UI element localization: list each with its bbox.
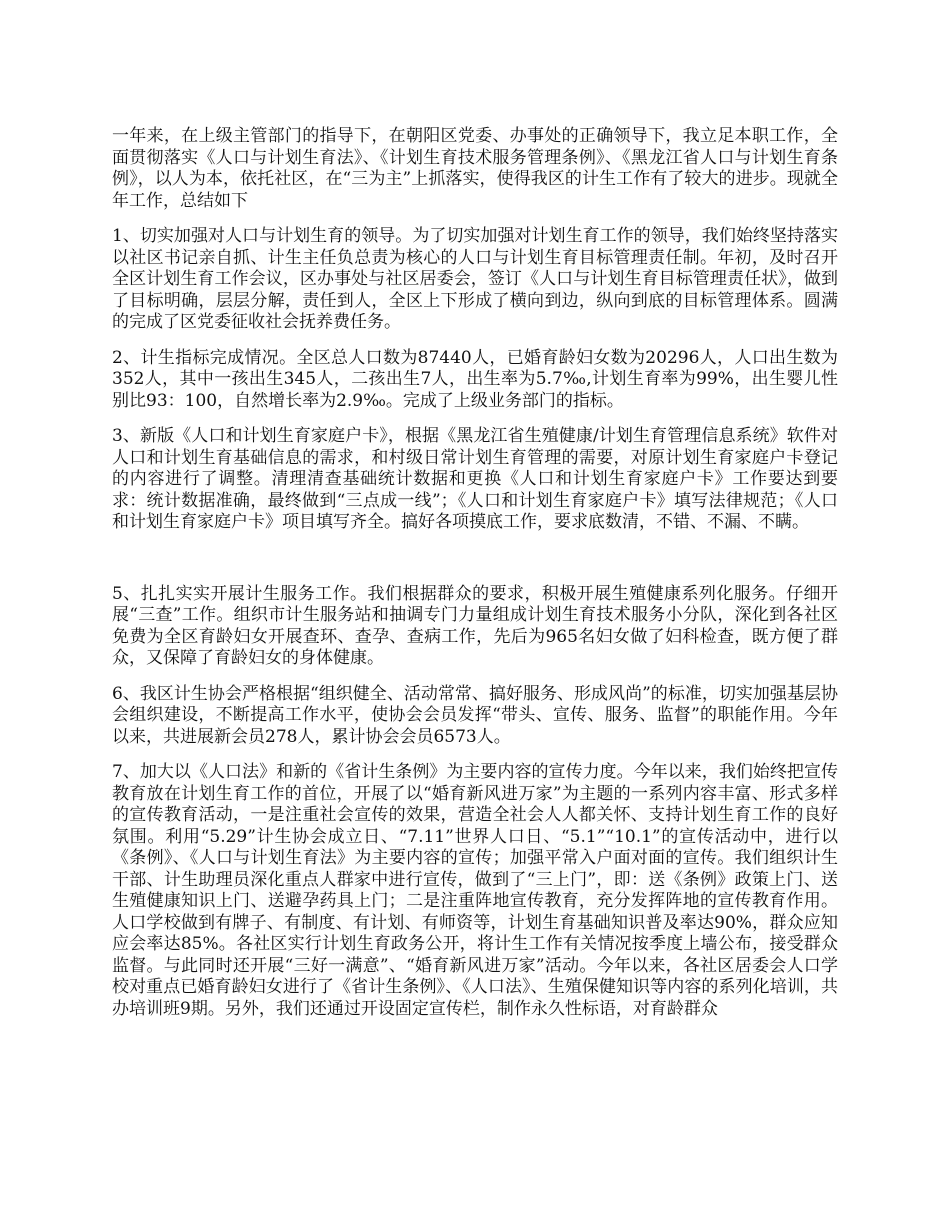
paragraph-gap <box>112 748 838 762</box>
section-6-paragraph: 6、我区计生协会严格根据“组织健全、活动常常、搞好服务、形成风尚”的标准，切实加强基层协会组织建设，不断提高工作水平，使协会会员发挥“带头、宣传、服务、监督”的职能作用。今年以来，共进展新会员278人，累计协会会员6573人。 <box>112 683 838 747</box>
document-page <box>112 126 838 1020</box>
blank-gap <box>112 534 838 584</box>
section-3-paragraph: 3、新版《人口和计划生育家庭户卡》，根据《黑龙江省生殖健康/计划生育管理信息系统》软件对人口和计划生育基础信息的需求，和村级日常计划生育管理的需要，对原计划生育家庭户卡登记的内容进行了调整。清理清查基础统计数据和更换《人口和计划生育家庭户卡》工作要达到要求：统计数据准确，最终做到“三点成一线”；《人口和计划生育家庭户卡》填写法律规范；《人口和计划生育家庭户卡》项目填写齐全。搞好各项摸底工作，要求底数清，不错、不漏、不瞒。 <box>112 426 838 532</box>
paragraph-gap <box>112 334 838 348</box>
section-5-paragraph: 5、扎扎实实开展计生服务工作。我们根据群众的要求，积极开展生殖健康系列化服务。仔细开展“三查”工作。组织市计生服务站和抽调专门力量组成计划生育技术服务小分队，深化到各社区免费为全区育龄妇女开展查环、查孕、查病工作，先后为965名妇女做了妇科检查，既方便了群众，又保障了育龄妇女的身体健康。 <box>112 583 838 668</box>
paragraph-gap <box>112 670 838 684</box>
intro-paragraph: 一年来，在上级主管部门的指导下，在朝阳区党委、办事处的正确领导下，我立足本职工作，全面贯彻落实《人口与计划生育法》、《计划生育技术服务管理条例》、《黑龙江省人口与计划生育条例》，以人为本，依托社区，在“三为主”上抓落实，使得我区的计生工作有了较大的进步。现就全年工作，总结如下 <box>112 126 838 211</box>
paragraph-gap <box>112 412 838 426</box>
section-7-paragraph: 7、加大以《人口法》和新的《省计生条例》为主要内容的宣传力度。今年以来，我们始终把宣传教育放在计划生育工作的首位，开展了以“婚育新风进万家”为主题的一系列内容丰富、形式多样的宣传教育活动，一是注重社会宣传的效果，营造全社会人人都关怀、支持计划生育工作的良好氛围。利用“5.29”计生协会成立日、“7.11”世界人口日、“5.1”“10.1”的宣传活动中，进行以《条例》、《人口与计划生育法》为主要内容的宣传；加强平常入户面对面的宣传。我们组织计生干部、计生助理员深化重点人群家中进行宣传，做到了“三上门”，即：送《条例》政策上门、送生殖健康知识上门、送避孕药具上门；二是注重阵地宣传教育，充分发挥阵地的宣传教育作用。人口学校做到有牌子、有制度、有计划、有师资等，计划生育基础知识普及率达90%，群众应知应会率达85%。各社区实行计划生育政务公开，将计生工作有关情况按季度上墙公布，接受群众监督。与此同时还开展“三好一满意”、“婚育新风进万家”活动。今年以来，各社区居委会人口学校对重点已婚育龄妇女进行了《省计生条例》、《人口法》、生殖保健知识等内容的系列化培训，共办培训班9期。另外，我们还通过开设固定宣传栏，制作永久性标语，对育龄群众 <box>112 762 838 1019</box>
paragraph-gap <box>112 212 838 226</box>
section-1-paragraph: 1、切实加强对人口与计划生育的领导。为了切实加强对计划生育工作的领导，我们始终坚持落实以社区书记亲自抓、计生主任负总责为核心的人口与计划生育目标管理责任制。年初，及时召开全区计划生育工作会议，区办事处与社区居委会，签订《人口与计划生育目标管理责任状》，做到了目标明确，层层分解，责任到人，全区上下形成了横向到边，纵向到底的目标管理体系。圆满的完成了区党委征收社会抚养费任务。 <box>112 226 838 332</box>
section-2-paragraph: 2、计生指标完成情况。全区总人口数为87440人，已婚育龄妇女数为20296人，人口出生数为352人，其中一孩出生345人，二孩出生7人，出生率为5.7‰,计划生育率为99%，出生婴儿性别比93：100，自然增长率为2.9‰。完成了上级业务部门的指标。 <box>112 347 838 411</box>
